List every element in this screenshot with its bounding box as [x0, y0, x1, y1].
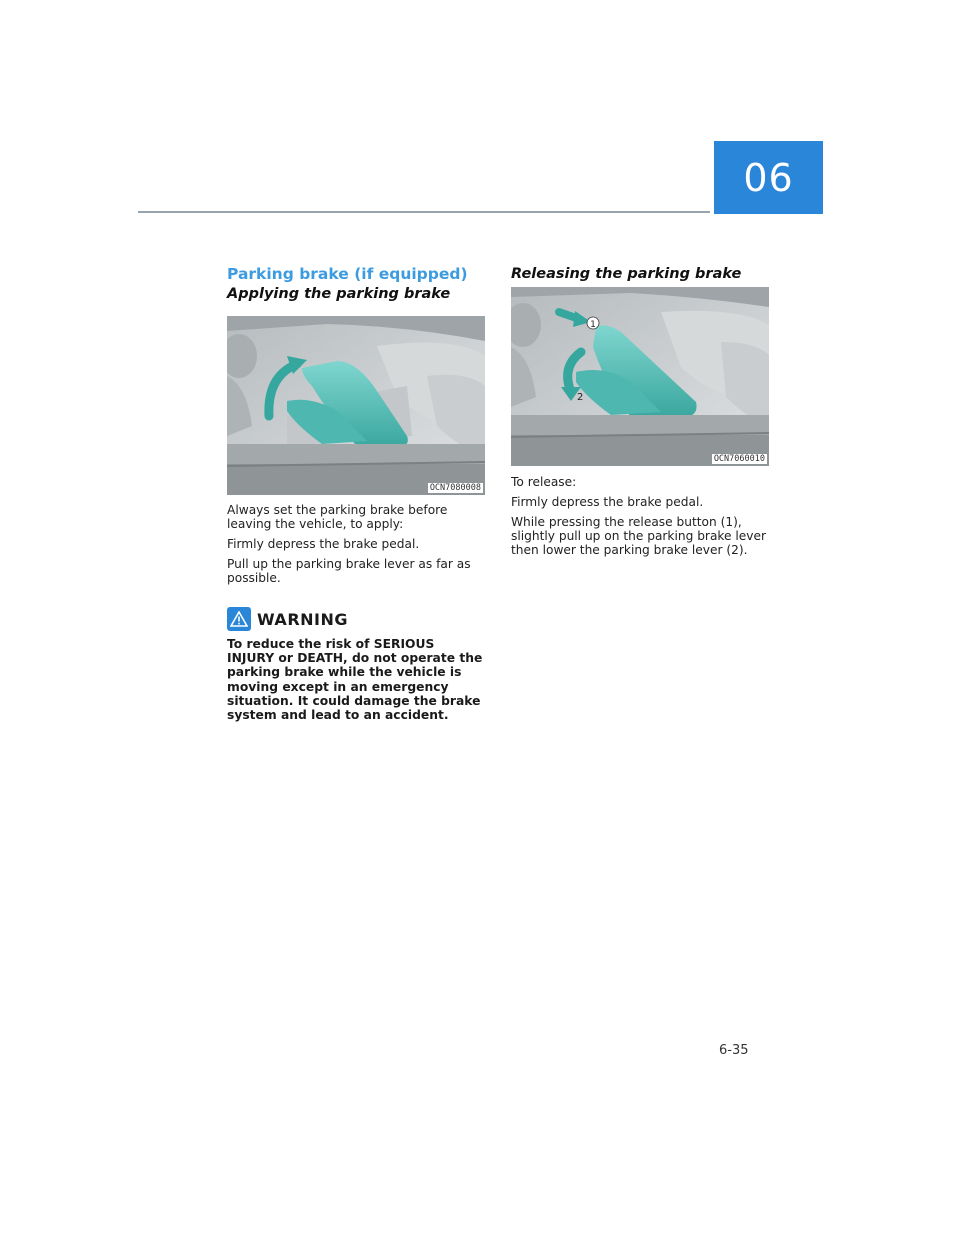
illustration-releasing-brake: [511, 287, 769, 466]
left-column: [227, 264, 485, 722]
page-number: 6-35: [719, 1043, 749, 1058]
paragraph: Pull up the parking brake lever as far as possible.: [227, 557, 471, 585]
subheading-releasing: Releasing the parking brake: [511, 266, 742, 282]
figure-code: OCN7080008: [429, 483, 481, 493]
figure-releasing-brake: [511, 287, 769, 466]
warning-header: [227, 607, 485, 631]
paragraph: While pressing the release button (1), slightly pull up on the parking brake lever then lower the parking brake lever (2).: [511, 515, 767, 557]
paragraph: Firmly depress the brake pedal.: [511, 495, 704, 509]
figure-applying-brake: [227, 316, 485, 495]
subheading-applying: Applying the parking brake: [227, 286, 451, 302]
paragraph: Firmly depress the brake pedal.: [227, 537, 420, 551]
warning-triangle-icon: [227, 607, 251, 631]
figure-code: OCN7060010: [713, 454, 765, 464]
chapter-tab: [714, 141, 823, 214]
paragraph: Always set the parking brake before leaving the vehicle, to apply:: [227, 503, 448, 531]
warning-text: To reduce the risk of SERIOUS INJURY or DEATH, do not operate the parking brake while the vehicle is moving except in an emergency situation. It could damage the brake system and lead to an accident.: [227, 637, 483, 723]
illustration-applying-brake: [227, 316, 485, 495]
chapter-number: 06: [743, 155, 794, 200]
callout-2: 2: [577, 392, 584, 403]
right-column: [511, 264, 771, 557]
callout-1: 1: [590, 320, 596, 330]
header-rule: [138, 211, 710, 213]
section-title: Parking brake (if equipped): [227, 265, 468, 283]
paragraph: To release:: [511, 475, 577, 489]
warning-title: WARNING: [257, 609, 348, 629]
